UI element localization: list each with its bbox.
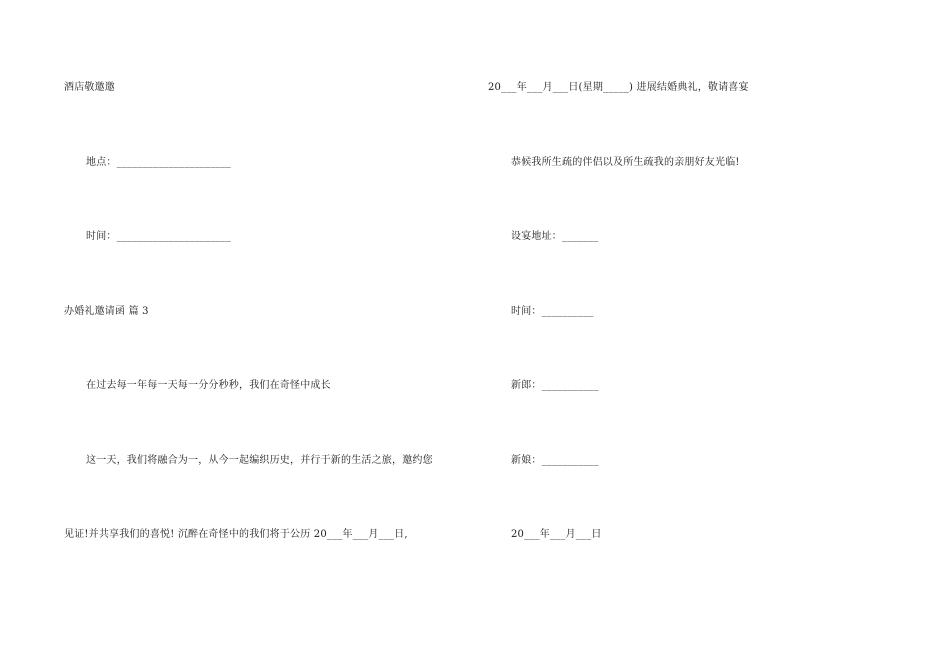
signature-date-line: 20___年___月___日	[511, 529, 602, 540]
location-field-line: 地点：______________________	[86, 157, 231, 168]
banquet-address-field: 设宴地址：_______	[511, 231, 599, 242]
body-paragraph-line: 见证!并共享我们的喜悦! 沉醉在奇怪中的我们将于公历 20___年___月___日,	[64, 529, 408, 540]
body-paragraph-line: 这一天，我们将融合为一，从今一起编织历史，并行于新的生活之旅，邀约您	[86, 455, 433, 466]
groom-field: 新郎：___________	[511, 380, 599, 391]
bride-field: 新娘：___________	[511, 455, 599, 466]
hotel-invite-line: 酒店敬邀邀	[64, 82, 115, 93]
ceremony-date-line: 20___年___月___日(星期_____) 进展结婚典礼，敬请喜宴	[488, 82, 749, 93]
time-field-line: 时间：______________________	[86, 231, 231, 242]
time-field: 时间：__________	[511, 306, 594, 317]
body-paragraph-line: 在过去每一年每一天每一分分秒秒，我们在奇怪中成长	[86, 380, 331, 391]
welcome-line: 恭候我所生疏的伴侣以及所生疏我的亲朋好友光临!	[511, 157, 740, 168]
section-heading: 办婚礼邀请函 篇 3	[64, 306, 149, 317]
